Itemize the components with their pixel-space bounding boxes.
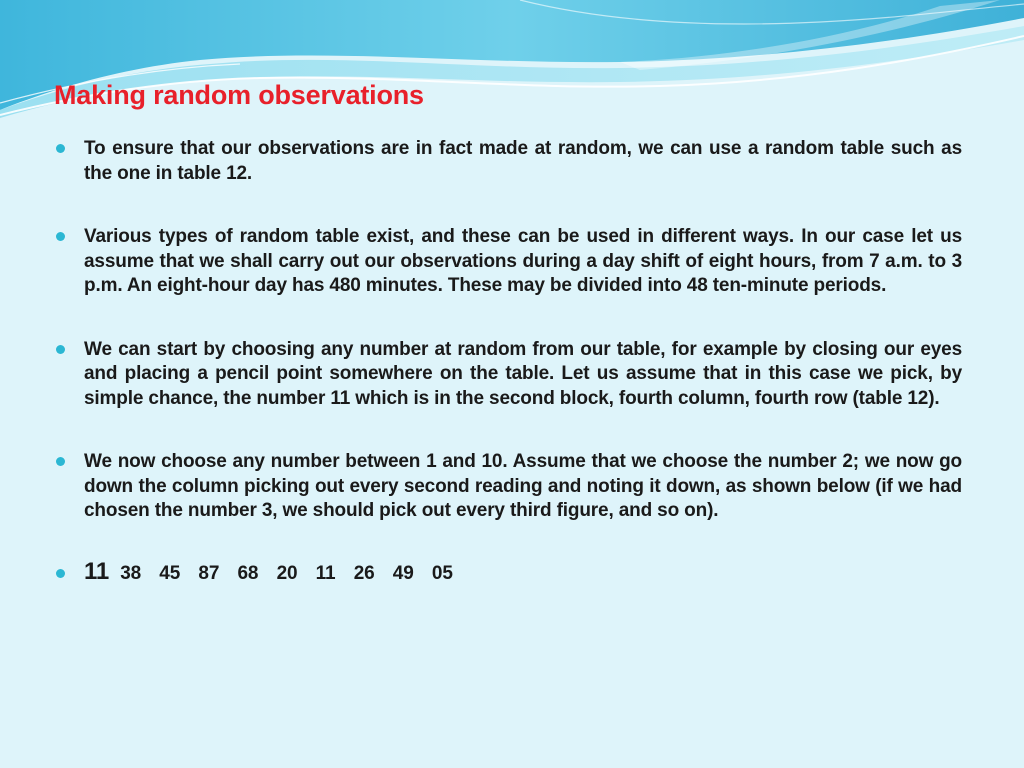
- bullet-dot-icon: [56, 569, 65, 578]
- bullet-text: We can start by choosing any number at random from our table, for example by closing our eyes and placing a pencil point somewhere on the table. Let us assume that in this case we pick, by simple chance, the number 11 which is in the second block, fourth column, fourth row (table 12).: [84, 338, 962, 409]
- bullet-list: [54, 137, 962, 586]
- bullet-dot-icon: [56, 345, 65, 354]
- bullet-item: [54, 137, 962, 186]
- slide-title: Making random observations: [54, 80, 424, 110]
- bullet-text: We now choose any number between 1 and 10. Assume that we choose the number 2; we now go down the column picking out every second reading and noting it down, as shown below (if we had chosen the number 3, we should pick out every third figure, and so on).: [84, 451, 962, 521]
- bullet-item: [54, 338, 962, 412]
- bullet-text: To ensure that our observations are in fact made at random, we can use a random table such as the one in table 12.: [84, 138, 962, 184]
- bullet-text: Various types of random table exist, and these can be used in different ways. In our case let us assume that we shall carry out our observations during a day shift of eight hours, from 7 a.m. to 3 p.m. An eight-hour day has 480 minutes. These may be divided into 48 ten-minute periods.: [84, 226, 962, 296]
- bullet-dot-icon: [56, 457, 65, 466]
- sequence-numbers: 38 45 87 68 20 11 26 49 05: [120, 562, 453, 584]
- number-sequence-item: [54, 557, 962, 587]
- bullet-item: [54, 225, 962, 299]
- bullet-dot-icon: [56, 232, 65, 241]
- bullet-item: [54, 450, 962, 524]
- sequence-first-number: 11: [84, 557, 110, 585]
- bullet-dot-icon: [56, 144, 65, 153]
